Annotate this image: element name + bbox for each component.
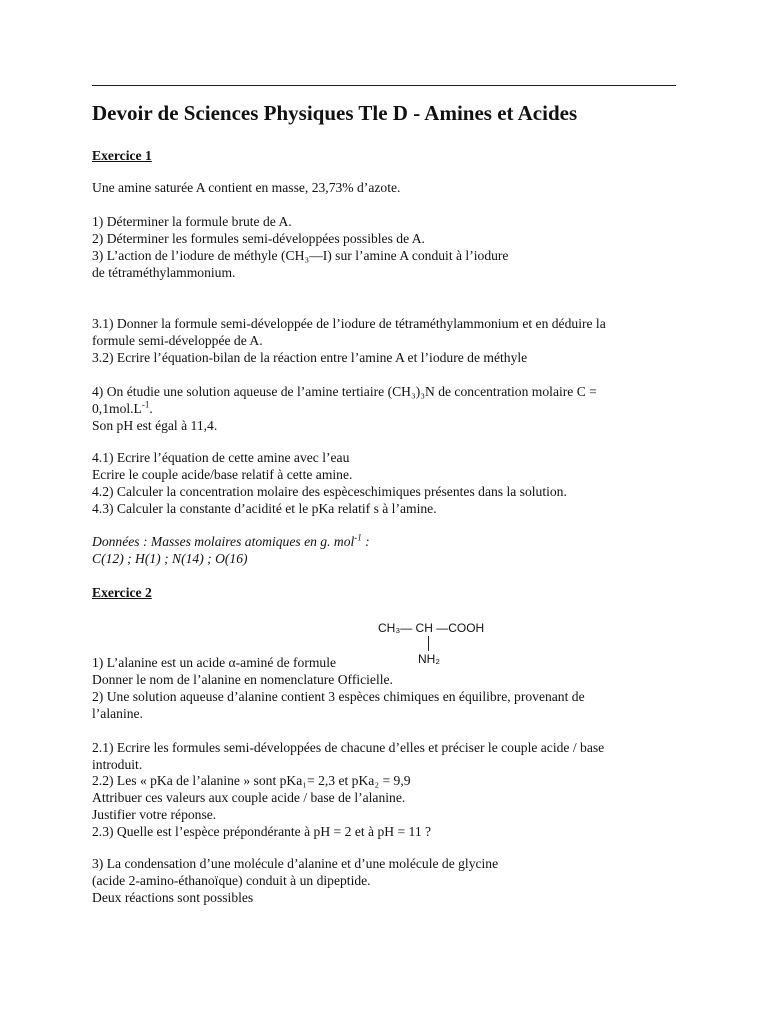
ex1-q41-line2: Ecrire le couple acide/base relatif à cette amine. <box>92 467 353 482</box>
ex1-data-line1: Données : Masses molaires atomiques en g. mol$^{-1}$ : <box>92 532 370 549</box>
ex1-intro: Une amine saturée A contient en masse, 23,73% d’azote. <box>92 180 401 195</box>
ex1-q41-line1: 4.1) Ecrire l’équation de cette amine avec l’eau <box>92 450 350 465</box>
exercise-1-heading: Exercice 1 <box>92 148 152 163</box>
ex2-q21-line2: introduit. <box>92 757 143 772</box>
ex1-q42: 4.2) Calculer la concentration molaire des espèceschimiques présentes dans la solution. <box>92 484 567 499</box>
ex1-q4-line1: 4) On étudie une solution aqueuse de l’amine tertiaire (CH₃)₃N de concentration molaire C = <box>92 384 597 399</box>
ex2-q3-line2: (acide 2-amino-éthanoïque) conduit à un dipeptide. <box>92 873 371 888</box>
document-title: Devoir de Sciences Physiques Tle D - Amines et Acides <box>92 101 578 125</box>
alanine-formula-bond <box>428 636 429 651</box>
ex1-q31-line1: 3.1) Donner la formule semi-développée de l’iodure de tétraméthylammonium et en déduire la <box>92 316 606 331</box>
ex1-q31-line2: formule semi-développée de A. <box>92 333 263 348</box>
alanine-formula-nh2: NH₂ <box>418 652 440 666</box>
ex1-q43: 4.3) Calculer la constante d’acidité et le pKa relatif s à l’amine. <box>92 501 437 516</box>
ex2-q2-line2: l’alanine. <box>92 706 143 721</box>
ex1-q4-line3: Son pH est égal à 11,4. <box>92 418 218 433</box>
ex1-q2: 2) Déterminer les formules semi-développées possibles de A. <box>92 231 425 246</box>
alanine-formula-main: CH₃— CH —COOH <box>378 621 485 635</box>
ex2-q22-line1: 2.2) Les « pKa de l’alanine » sont pKa₁= 2,3 et pKa₂ = 9,9 <box>92 773 411 788</box>
ex2-q22-line3: Justifier votre réponse. <box>92 807 217 822</box>
ex1-q32: 3.2) Ecrire l’équation-bilan de la réaction entre l’amine A et l’iodure de méthyle <box>92 350 528 365</box>
ex1-q1: 1) Déterminer la formule brute de A. <box>92 214 292 229</box>
ex2-q2-line1: 2) Une solution aqueuse d’alanine contient 3 espèces chimiques en équilibre, provenant de <box>92 689 585 704</box>
ex1-data-line2: C(12) ; H(1) ; N(14) ; O(16) <box>92 551 248 566</box>
top-rule <box>92 85 676 86</box>
ex2-q3-line1: 3) La condensation d’une molécule d’alanine et d’une molécule de glycine <box>92 856 499 871</box>
ex1-q3-line2: de tétraméthylammonium. <box>92 265 236 280</box>
ex1-q3-line1: 3) L’action de l’iodure de méthyle (CH₃—I) sur l’amine A conduit à l’iodure <box>92 248 509 263</box>
ex1-q4-line2: $0,1mol.L^{-1}$. <box>92 399 153 416</box>
ex2-q22-line2: Attribuer ces valeurs aux couple acide / base de l’alanine. <box>92 790 406 805</box>
exercise-2-heading: Exercice 2 <box>92 585 152 600</box>
ex2-q1-line2: Donner le nom de l’alanine en nomenclature Officielle. <box>92 672 393 687</box>
ex2-q23: 2.3) Quelle est l’espèce prépondérante à pH = 2 et à pH = 11 ? <box>92 824 432 839</box>
ex2-q21-line1: 2.1) Ecrire les formules semi-développées de chacune d’elles et préciser le couple acide / base <box>92 740 605 755</box>
ex2-q1-line1: 1) L’alanine est un acide α-aminé de formule <box>92 655 337 670</box>
ex2-q3-line3: Deux réactions sont possibles <box>92 890 254 905</box>
